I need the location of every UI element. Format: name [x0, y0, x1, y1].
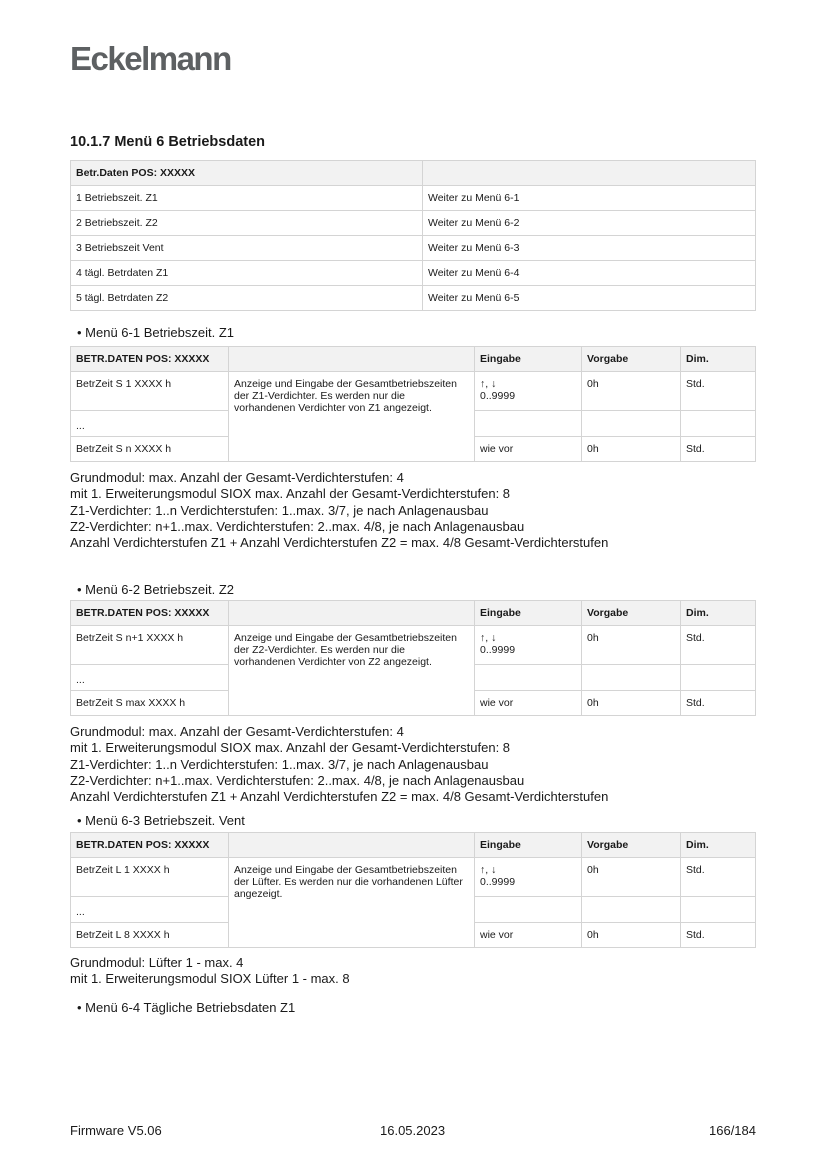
column-header: BETR.DATEN POS: XXXXX — [71, 347, 229, 372]
input-range — [475, 665, 582, 691]
default-value: 0h — [582, 858, 681, 897]
row-target: Weiter zu Menü 6-3 — [423, 236, 756, 261]
table-row — [71, 372, 756, 411]
note-line: Grundmodul: max. Anzahl der Gesamt-Verdichterstufen: 4 — [70, 470, 404, 485]
header-row — [71, 833, 756, 858]
note-line: Anzahl Verdichterstufen Z1 + Anzahl Verdichterstufen Z2 = max. 4/8 Gesamt-Verdichterstufen — [70, 789, 609, 805]
bullet-heading: • Menü 6-3 Betriebszeit. Vent — [77, 813, 245, 828]
row-target: Weiter zu Menü 6-4 — [423, 261, 756, 286]
parameter-name: ... — [71, 411, 229, 437]
header-row — [71, 601, 756, 626]
bullet-menu-6-4: • Menü 6-4 Tägliche Betriebsdaten Z1 — [77, 1000, 296, 1015]
overview-table — [70, 160, 756, 311]
note-line: Grundmodul: max. Anzahl der Gesamt-Verdichterstufen: 4 — [70, 724, 404, 739]
default-value: 0h — [582, 437, 681, 462]
column-header: Vorgabe — [582, 347, 681, 372]
parameter-name: ... — [71, 897, 229, 923]
notes — [70, 470, 608, 551]
column-header: Dim. — [681, 833, 756, 858]
input-range — [475, 411, 582, 437]
row-label: 3 Betriebszeit Vent — [71, 236, 423, 261]
footer-page: 166/184 — [709, 1123, 756, 1138]
input-range: wie vor — [475, 437, 582, 462]
note-line: Z1-Verdichter: 1..n Verdichterstufen: 1..max. 3/7, je nach Anlagenausbau — [70, 756, 489, 772]
table-row — [71, 626, 756, 665]
row-target: Weiter zu Menü 6-5 — [423, 286, 756, 311]
unit — [681, 411, 756, 437]
unit: Std. — [681, 858, 756, 897]
footer-firmware: Firmware V5.06 — [70, 1123, 162, 1138]
note-line: Anzahl Verdichterstufen Z1 + Anzahl Verdichterstufen Z2 = max. 4/8 Gesamt-Verdichterstufen — [70, 535, 609, 551]
unit — [681, 665, 756, 691]
unit — [681, 897, 756, 923]
table-row — [71, 211, 756, 236]
column-header: Vorgabe — [582, 601, 681, 626]
column-header: BETR.DATEN POS: XXXXX — [71, 601, 229, 626]
input-range — [475, 897, 582, 923]
parameter-table — [70, 600, 756, 716]
note-line: mit 1. Erweiterungsmodul SIOX Lüfter 1 - max. 8 — [70, 971, 350, 987]
default-value — [582, 665, 681, 691]
column-header: Eingabe — [475, 601, 582, 626]
overview-header: Betr.Daten POS: XXXXX — [71, 161, 423, 186]
row-target: Weiter zu Menü 6-1 — [423, 186, 756, 211]
default-value — [582, 897, 681, 923]
parameter-name: ... — [71, 665, 229, 691]
note-line: Z1-Verdichter: 1..n Verdichterstufen: 1..max. 3/7, je nach Anlagenausbau — [70, 502, 489, 518]
table-row — [71, 286, 756, 311]
input-range: ↑, ↓ 0..9999 — [475, 372, 582, 411]
table-row — [71, 261, 756, 286]
unit: Std. — [681, 923, 756, 948]
column-header — [229, 833, 475, 858]
parameter-name: BetrZeit L 1 XXXX h — [71, 858, 229, 897]
footer-date: 16.05.2023 — [380, 1123, 446, 1138]
unit: Std. — [681, 437, 756, 462]
header-row — [71, 347, 756, 372]
column-header: Dim. — [681, 601, 756, 626]
input-range: wie vor — [475, 923, 582, 948]
column-header: Eingabe — [475, 347, 582, 372]
row-label: 4 tägl. Betrdaten Z1 — [71, 261, 423, 286]
row-label: 1 Betriebszeit. Z1 — [71, 186, 423, 211]
bullet-heading: • Menü 6-1 Betriebszeit. Z1 — [77, 325, 235, 340]
input-range: wie vor — [475, 691, 582, 716]
note-line: mit 1. Erweiterungsmodul SIOX max. Anzahl der Gesamt-Verdichterstufen: 8 — [70, 740, 511, 756]
parameter-name: BetrZeit S max XXXX h — [71, 691, 229, 716]
row-target: Weiter zu Menü 6-2 — [423, 211, 756, 236]
parameter-name: BetrZeit S 1 XXXX h — [71, 372, 229, 411]
parameter-name: BetrZeit S n+1 XXXX h — [71, 626, 229, 665]
eckelmann-logo: Eckelmann — [70, 40, 231, 77]
row-label: 2 Betriebszeit. Z2 — [71, 211, 423, 236]
column-header: Eingabe — [475, 833, 582, 858]
notes — [70, 955, 350, 988]
table-row — [71, 236, 756, 261]
default-value: 0h — [582, 691, 681, 716]
note-line: Grundmodul: Lüfter 1 - max. 4 — [70, 955, 244, 970]
unit: Std. — [681, 691, 756, 716]
unit: Std. — [681, 626, 756, 665]
unit: Std. — [681, 372, 756, 411]
table-row — [71, 858, 756, 897]
bullet-heading: • Menü 6-2 Betriebszeit. Z2 — [77, 582, 235, 597]
column-header: Dim. — [681, 347, 756, 372]
input-range: ↑, ↓ 0..9999 — [475, 626, 582, 665]
parameter-table — [70, 346, 756, 462]
parameter-name: BetrZeit L 8 XXXX h — [71, 923, 229, 948]
default-value: 0h — [582, 372, 681, 411]
column-header — [229, 347, 475, 372]
default-value — [582, 411, 681, 437]
default-value: 0h — [582, 626, 681, 665]
column-header: Vorgabe — [582, 833, 681, 858]
note-line: mit 1. Erweiterungsmodul SIOX max. Anzahl der Gesamt-Verdichterstufen: 8 — [70, 486, 511, 502]
parameter-table — [70, 832, 756, 948]
description: Anzeige und Eingabe der Gesamtbetriebszeiten der Lüfter. Es werden nur die vorhandenen Lüfter angezeigt. — [229, 858, 475, 948]
description: Anzeige und Eingabe der Gesamtbetriebszeiten der Z1-Verdichter. Es werden nur die vorhandenen Verdichter von Z1 angezeigt. — [229, 372, 475, 462]
section-heading: 10.1.7 Menü 6 Betriebsdaten — [70, 134, 266, 150]
overview-header-empty — [423, 161, 756, 186]
parameter-name: BetrZeit S n XXXX h — [71, 437, 229, 462]
row-label: 5 tägl. Betrdaten Z2 — [71, 286, 423, 311]
note-line: Z2-Verdichter: n+1..max. Verdichterstufen: 2..max. 4/8, je nach Anlagenausbau — [70, 772, 525, 788]
column-header — [229, 601, 475, 626]
note-line: Z2-Verdichter: n+1..max. Verdichterstufen: 2..max. 4/8, je nach Anlagenausbau — [70, 518, 525, 534]
notes — [70, 724, 608, 805]
default-value: 0h — [582, 923, 681, 948]
table-row — [71, 186, 756, 211]
column-header: BETR.DATEN POS: XXXXX — [71, 833, 229, 858]
description: Anzeige und Eingabe der Gesamtbetriebszeiten der Z2-Verdichter. Es werden nur die vorhandenen Verdichter von Z2 angezeigt. — [229, 626, 475, 716]
input-range: ↑, ↓ 0..9999 — [475, 858, 582, 897]
